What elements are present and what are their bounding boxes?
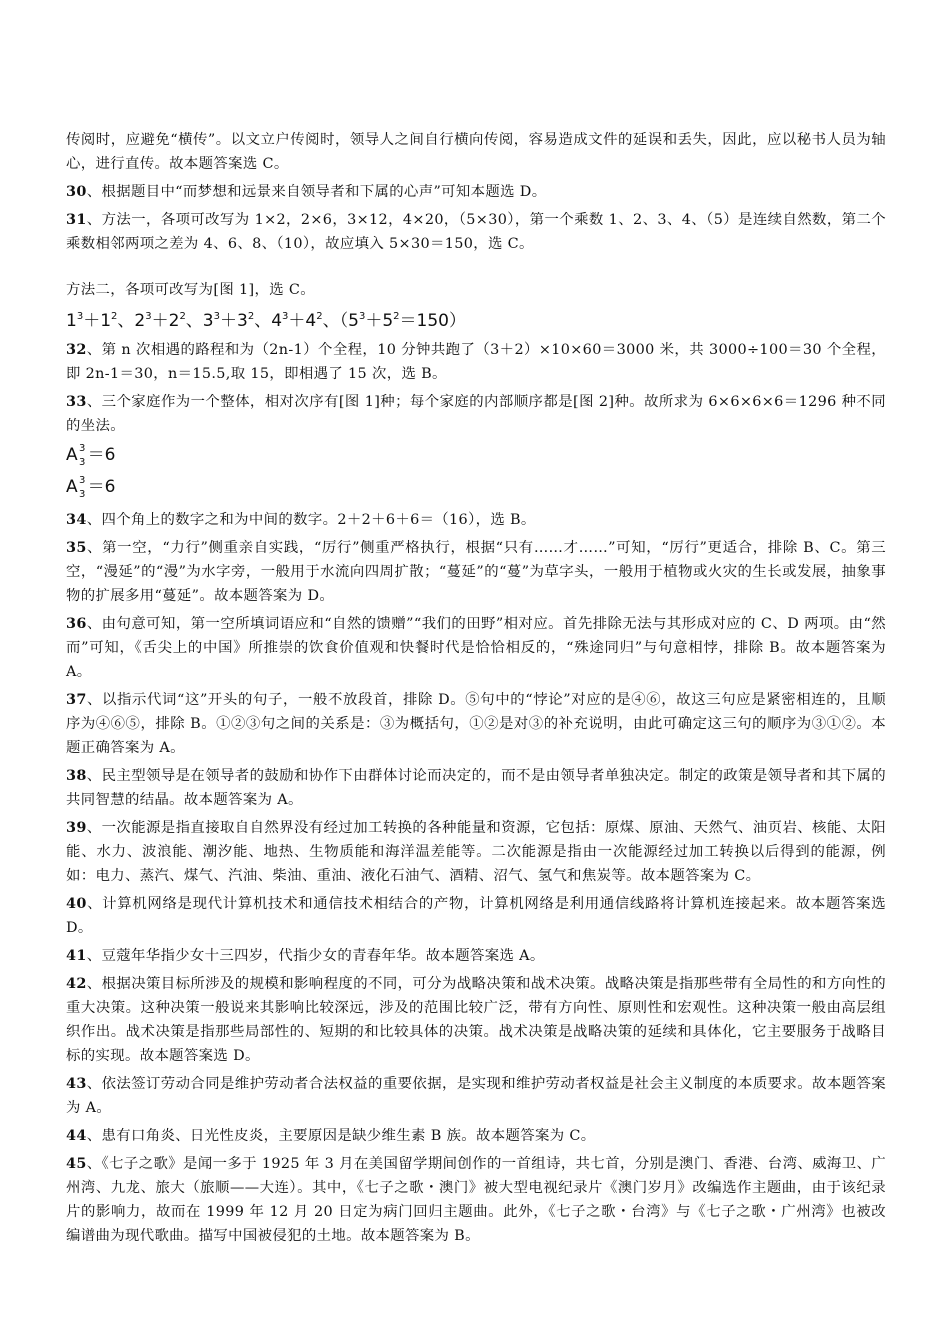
- answer-42: 42、根据决策目标所涉及的规模和影响程度的不同，可分为战略决策和战术决策。战略决策是指那些带有全局性的和方向性的重大决策。这种决策一般说来其影响比较深远，涉及的范围比较广泛，带有方向性、原则性和宏观性。这种决策一般由高层组织作出。战术决策是指那些局部性的、短期的和比较具体的决策。战术决策是战略决策的延续和具体化，它主要服务于战略目标的实现。故本题答案选 D。: [66, 975, 886, 1064]
- document-page: [66, 128, 886, 1248]
- answer-45: 45、《七子之歌》是闻一多于 1925 年 3 月在美国留学期间创作的一首组诗，共七首，分别是澳门、香港、台湾、威海卫、广州湾、九龙、旅大（旅顺——大连）。其中，《七子之歌・澳门》被大型电视纪录片《澳门岁月》改编选作主题曲，由于该纪录片的影响力，故而在 1999 年 12 月 20 日定为病门回归主题曲。此外，《七子之歌・台湾》与《七子之歌・广州湾》也被改编谱曲为现代歌曲。描写中国被侵犯的土地。故本题答案为 B。: [66, 1155, 886, 1244]
- answer-38: 38、民主型领导是在领导者的鼓励和协作下由群体讨论而决定的，而不是由领导者单独决定。制定的政策是领导者和其下属的共同智慧的结晶。故本题答案为 A。: [66, 767, 886, 808]
- answer-37: 37、以指示代词“这”开头的句子，一般不放段首，排除 D。⑤句中的“悖论”对应的是④⑥，故这三句应是紧密相连的，且顺序为④⑥⑤，排除 B。①②③句之间的关系是：③为概括句，①②是对③的补充说明，由此可确定这三句的顺序为③①②。本题正确答案为 A。: [66, 691, 886, 756]
- answer-39: 39、一次能源是指直接取自自然界没有经过加工转换的各种能量和资源，它包括：原煤、原油、天然气、油页岩、核能、太阳能、水力、波浪能、潮汐能、地热、生物质能和海洋温差能等。二次能源是指由一次能源经过加工转换以后得到的能源，例如：电力、蒸汽、煤气、汽油、柴油、重油、液化石油气、酒精、沼气、氢气和焦炭等。故本题答案为 C。: [66, 819, 886, 884]
- answer-44: 44、患有口角炎、日光性皮炎，主要原因是缺少维生素 B 族。故本题答案为 C。: [66, 1127, 596, 1144]
- answer-34: 34、四个角上的数字之和为中间的数字。2＋2＋6＋6＝（16），选 B。: [66, 511, 536, 528]
- answer-31: 31、方法一，各项可改写为 1×2，2×6，3×12，4×20，（5×30），第一个乘数 1、2、3、4、（5）是连续自然数，第二个乘数相邻两项之差为 4、6、8、（10），故应填入 5×30＝150，选 C。: [66, 211, 886, 252]
- arrangement-figure-2: A 3 3 ＝6: [66, 475, 116, 500]
- answer-35: 35、第一空，“力行”侧重亲自实践，“厉行”侧重严格执行，根据“只有……才……”可知，“厉行”更适合，排除 B、C。第三空，“漫延”的“漫”为水字旁，一般用于水流向四周扩散；“蔓延”的“蔓”为草字头，一般用于植物或火灾的生长或发展，抽象事物的扩展多用“蔓延”。故本题答案为 D。: [66, 539, 886, 604]
- formula-image: $1^3+1^2$、$2^3+2^2$、$3^3+3^2$、$4^3+4^2$、$(5^3+5^2=150)$: [66, 311, 466, 331]
- answer-30: 30、根据题目中“而梦想和远景来自领导者和下属的心声”可知本题选 D。: [66, 183, 547, 200]
- arrangement-figure-1: A 3 3 ＝6: [66, 443, 116, 468]
- answer-33: 33、三个家庭作为一个整体，相对次序有[图 1]种；每个家庭的内部顺序都是[图 2]种。故所求为 6×6×6×6＝1296 种不同的坐法。: [66, 393, 886, 434]
- method-two: 方法二，各项可改写为[图 1]，选 C。: [66, 282, 316, 298]
- intro-paragraph: 传阅时，应避免“横传”。以文立户传阅时，领导人之间自行横向传阅，容易造成文件的延误和丢失，因此，应以秘书人员为轴心，进行直传。故本题答案选 C。: [66, 132, 886, 172]
- answer-43: 43、依法签订劳动合同是维护劳动者合法权益的重要依据，是实现和维护劳动者权益是社会主义制度的本质要求。故本题答案为 A。: [66, 1075, 886, 1116]
- answer-40: 40、计算机网络是现代计算机技术和通信技术相结合的产物，计算机网络是利用通信线路将计算机连接起来。故本题答案选 D。: [66, 895, 886, 936]
- answer-41: 41、豆蔻年华指少女十三四岁，代指少女的青春年华。故本题答案选 A。: [66, 947, 545, 964]
- spacer: [66, 256, 886, 278]
- answer-36: 36、由句意可知，第一空所填词语应和“自然的馈赠”“我们的田野”相对应。首先排除无法与其形成对应的 C、D 两项。由“然而”可知，《舌尖上的中国》所推崇的饮食价值观和快餐时代是恰恰相反的，“殊途同归”与句意相悖，排除 B。故本题答案为 A。: [66, 615, 886, 680]
- answer-32: 32、第 n 次相遇的路程和为（2n-1）个全程，10 分钟共跑了（3＋2）×10×60＝3000 米，共 3000÷100＝30 个全程，即 2n-1＝30，n＝15.5,取 15，即相遇了 15 次，选 B。: [66, 341, 886, 382]
